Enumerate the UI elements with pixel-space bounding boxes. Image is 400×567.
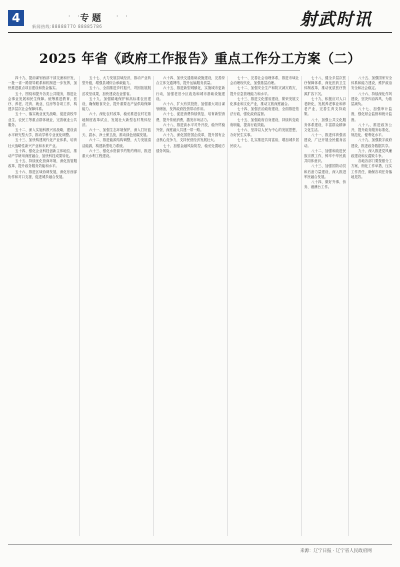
paragraph: 九十、深入推进党风廉政建设和反腐败斗争。 <box>351 148 392 159</box>
paragraph: 六十七、促进消费持续恢复，培育新型消费，提升传统消费，激发市场活力。 <box>156 112 225 122</box>
paragraph: 七十五、加强政府自身建设，持续转变政府职能，提高行政效能。 <box>230 117 299 127</box>
paragraph: 七十六、坚持以人民为中心的发展思想，办好民生实事。 <box>230 128 299 138</box>
paragraph: 七十一、完善社会治理体系，推进市域社会治理现代化，加强基层治理。 <box>230 76 299 86</box>
paragraph: 六十四、加快交通基础设施建设，完善综合立体交通网络，提升运输服务质量。 <box>156 76 225 86</box>
paragraph: 七十二、加强安全生产和防灾减灾救灾，提升应急管理能力和水平。 <box>230 86 299 96</box>
text-column-1 <box>8 76 77 536</box>
paragraph: 五十二、深入实施科教兴省战略，建设高水平研究型大学，推动学科专业优化调整。 <box>8 128 77 138</box>
section-dots-left: · · <box>68 12 82 21</box>
paragraph: 八十三、加强国防动员和后备力量建设，深入推进军民融合发展。 <box>304 164 346 179</box>
paragraph: 六十五、推进新型城镇化，实施城市更新行动，加强老旧小区改造和城市基础设施建设。 <box>156 86 225 101</box>
paragraph: 五十九、加强耕地保护和高标准农田建设，确保粮食安全，提升重要农产品供给保障能力。 <box>82 96 151 112</box>
column-divider <box>153 76 154 536</box>
paragraph: 六十六、扩大有效投资，加强重大项目谋划储备，发挥政府投资带动作用。 <box>156 102 225 112</box>
section-label: 专题 <box>80 14 105 24</box>
paragraph: 五十六、推进区域协调发展，深化东西部协作和对口支援，促进城乡融合发展。 <box>8 169 77 179</box>
paragraph: 八十一、推进体育强省建设，广泛开展全民健身活动。 <box>304 133 346 148</box>
paragraph: 六十一、加强生态环境保护，深入打好蓝天、碧水、净土保卫战，推动绿色低碳发展。 <box>82 128 151 138</box>
paragraph: 各地各部门要按照分工方案，细化工作举措，压实工作责任，确保各项任务落地见效。 <box>351 159 392 179</box>
paragraph: 八十五、加强国家安全体系和能力建设，维护政治安全和社会稳定。 <box>351 76 392 91</box>
footer-rule <box>8 544 392 545</box>
article-body <box>8 76 392 540</box>
column-divider <box>348 76 349 536</box>
masthead-logo: 射武时讯 <box>300 10 372 30</box>
paragraph: 五十、围绕和提升各类公共服务，推进社会事业发展和民生保障。统筹推进教育、医疗、养老、托育、就业、住房等各项工作，构建多层次社会保障体系。 <box>8 91 77 112</box>
paragraph: 七十八、健全多层次医疗保障体系，深化医药卫生体制改革，推动优质医疗资源扩容下沉。 <box>304 76 346 96</box>
paragraph: 六十八、推进高水平对外开放，稳外贸稳外资，深度融入共建一带一路。 <box>156 122 225 133</box>
column-divider <box>79 76 80 536</box>
paragraph: 五十四、强化企业科技创新主体地位，推动产学研用深度融合，加快科技成果转化。 <box>8 148 77 159</box>
page-number-badge: 4 <box>8 10 24 26</box>
title-divider <box>100 70 300 71</box>
paragraph: 七十四、加强法治政府建设，全面推进依法行政，强化政府监督。 <box>230 107 299 117</box>
paragraph: 七十七、扎实推进共同富裕，增加城乡居民收入。 <box>230 138 299 148</box>
paragraph: 六十二、推进能源结构调整，大力发展清洁能源，构建新型电力系统。 <box>82 138 151 148</box>
paragraph: 六十、深化农村改革，稳妥推进农村宅基地制度改革试点，发展壮大新型农村集体经济。 <box>82 112 151 127</box>
header-meta: 新闻热线:88888770 88885786 <box>32 24 103 29</box>
paragraph: 七十九、积极应对人口老龄化，发展养老事业和养老产业，完善生育支持政策。 <box>304 96 346 117</box>
paragraph: 五十七、大力发展县域经济，推动产业转型升级，增强县城综合承载能力。 <box>82 76 151 86</box>
paragraph: 六十九、深化国资国企改革，提升国有企业核心竞争力，支持民营经济发展壮大。 <box>156 133 225 143</box>
paragraph: 八十九、加强数字政府建设，推进政务数据共享。 <box>351 138 392 148</box>
paragraph: 八十四、做好外事、侨务、港澳台工作。 <box>304 180 346 190</box>
paragraph: 五十三、加快构建现代化产业体系，培育壮大战略性新兴产业和未来产业。 <box>8 138 77 148</box>
paragraph: 七十三、推进文化强省建设，繁荣发展文化事业和文化产业，推动文旅深度融合。 <box>230 96 299 107</box>
column-divider <box>301 76 302 536</box>
text-column-3 <box>156 76 225 536</box>
column-divider <box>227 76 228 536</box>
text-column-2 <box>82 76 151 536</box>
footer-credit: 来源：辽宁日报 · 辽宁省人民政府网 <box>300 549 372 554</box>
text-column-5 <box>304 76 346 536</box>
section-dots-right: · · <box>116 12 130 21</box>
paragraph: 五十八、全面推进乡村振兴，巩固拓展脱贫攻坚成果，加快建设农业强省。 <box>82 86 151 96</box>
paragraph: 五十五、持续优化营商环境，深化放管服改革，提升政务服务效能和水平。 <box>8 159 77 169</box>
page-header <box>0 0 400 34</box>
text-column-6 <box>351 76 392 536</box>
paragraph: 七十、加强金融风险防控，稳妥处置地方债务风险。 <box>156 143 225 153</box>
paragraph: 五十一、落实就业优先战略，促进高校毕业生、农民工等重点群体就业，完善就业公共服务。 <box>8 112 77 127</box>
paragraph: 八十二、加强和改进民族宗教工作，铸牢中华民族共同体意识。 <box>304 148 346 164</box>
paragraph: 六十三、强化水资源节约集约利用，推进重大水利工程建设。 <box>82 148 151 159</box>
text-column-4 <box>230 76 299 536</box>
paragraph: 八十七、加强审计监督，强化财会监督和统计监督。 <box>351 107 392 122</box>
article-title: 2025 年省《政府工作报告》重点工作分工方案（二） <box>39 52 361 67</box>
paragraph: 四十九、提前谋划西部干部交流和开发，一批一省一路领导联系和机制进一步发挥，加快推进重点项目建设和资金落实。 <box>8 76 77 91</box>
paragraph: 八十六、持续深化作风建设，坚决纠治四风，为基层减负。 <box>351 91 392 107</box>
paragraph: 八十八、推进政务公开，提升政务服务标准化、规范化、便利化水平。 <box>351 122 392 138</box>
header-rule <box>8 32 392 33</box>
paragraph: 八十、加强公共文化服务体系建设，丰富群众精神文化生活。 <box>304 117 346 133</box>
